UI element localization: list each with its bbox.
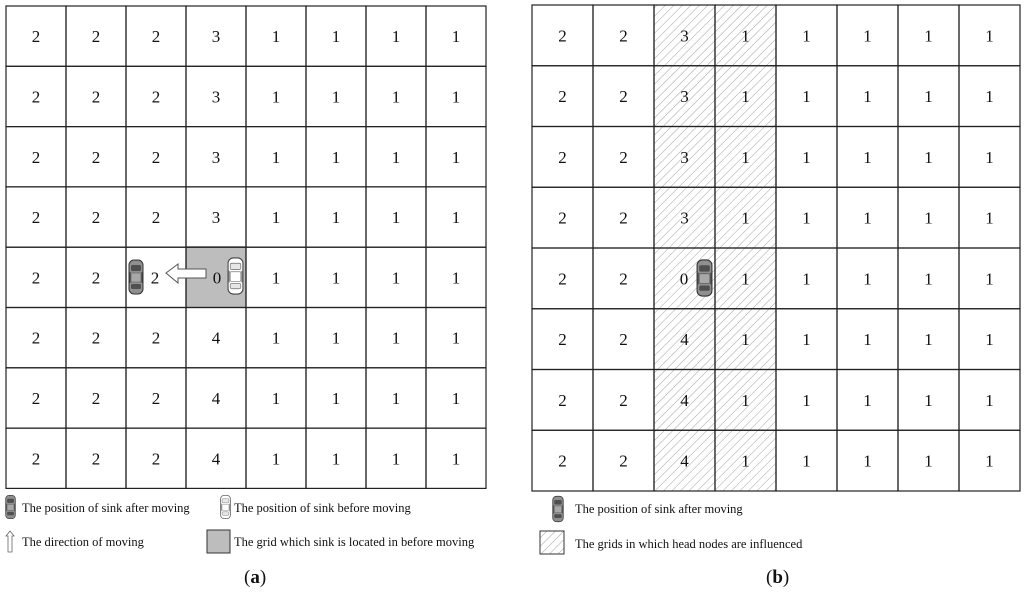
cell-value: 1 bbox=[741, 390, 750, 410]
legend-sink-after: The position of sink after moving bbox=[22, 501, 190, 515]
cell-value: 1 bbox=[391, 208, 401, 228]
cell-value: 2 bbox=[150, 268, 160, 288]
cell-value: 1 bbox=[741, 269, 750, 289]
cell-value: 3 bbox=[211, 27, 221, 47]
cell-value: 1 bbox=[451, 268, 461, 288]
cell-value: 1 bbox=[924, 87, 933, 107]
cell-value: 1 bbox=[331, 268, 341, 288]
cell-value: 1 bbox=[391, 268, 401, 288]
cell-value: 2 bbox=[151, 328, 161, 348]
car-dark-icon bbox=[129, 260, 143, 294]
hatched-square-icon bbox=[540, 531, 564, 554]
legend-sink-after-b: The position of sink after moving bbox=[575, 502, 743, 516]
cell-value: 2 bbox=[31, 27, 41, 47]
panel-a bbox=[6, 6, 486, 588]
cell-value: 1 bbox=[271, 449, 281, 469]
cell-value: 2 bbox=[91, 388, 101, 408]
cell-value: 1 bbox=[741, 26, 750, 46]
cell-value: 1 bbox=[985, 451, 994, 471]
cell-value: 1 bbox=[802, 330, 811, 350]
cell-value: 2 bbox=[31, 388, 41, 408]
cell-value: 1 bbox=[802, 451, 811, 471]
cell-value: 1 bbox=[924, 147, 933, 167]
cell-value: 4 bbox=[680, 390, 689, 410]
cell-value: 2 bbox=[31, 87, 41, 107]
cell-value: 1 bbox=[924, 26, 933, 46]
cell-value: 2 bbox=[91, 147, 101, 167]
cell-value: 1 bbox=[985, 87, 994, 107]
cell-value: 1 bbox=[331, 87, 341, 107]
cell-value: 1 bbox=[924, 208, 933, 228]
cell-value: 1 bbox=[391, 147, 401, 167]
cell-value: 2 bbox=[619, 87, 628, 107]
cell-value: 1 bbox=[331, 147, 341, 167]
cell-value: 1 bbox=[331, 208, 341, 228]
cell-value: 1 bbox=[924, 269, 933, 289]
cell-value: 1 bbox=[741, 451, 750, 471]
car-light-icon bbox=[221, 495, 231, 518]
cell-value: 3 bbox=[211, 208, 221, 228]
cell-value: 3 bbox=[680, 87, 689, 107]
panel-a-grid bbox=[6, 6, 486, 488]
cell-value: 3 bbox=[680, 208, 689, 228]
legend-direction: The direction of moving bbox=[22, 535, 144, 549]
caption-a: (a) bbox=[244, 567, 267, 588]
cell-value: 1 bbox=[331, 328, 341, 348]
cell-value: 3 bbox=[211, 147, 221, 167]
cell-value: 1 bbox=[985, 26, 994, 46]
cell-value: 1 bbox=[391, 328, 401, 348]
cell-value: 1 bbox=[863, 208, 872, 228]
cell-value: 1 bbox=[741, 87, 750, 107]
cell-value: 2 bbox=[619, 147, 628, 167]
arrow-up-icon bbox=[6, 531, 14, 552]
cell-value: 1 bbox=[863, 269, 872, 289]
cell-value: 1 bbox=[331, 27, 341, 47]
cell-value: 2 bbox=[151, 27, 161, 47]
cell-value: 1 bbox=[863, 390, 872, 410]
cell-value: 1 bbox=[863, 147, 872, 167]
cell-value: 2 bbox=[91, 208, 101, 228]
cell-value: 1 bbox=[863, 330, 872, 350]
cell-value: 4 bbox=[211, 388, 221, 408]
legend-grid-before: The grid which sink is located in before moving bbox=[234, 535, 475, 549]
cell-value: 2 bbox=[91, 27, 101, 47]
cell-value: 1 bbox=[331, 449, 341, 469]
cell-value: 2 bbox=[619, 269, 628, 289]
panel-b-grid bbox=[532, 5, 1020, 491]
cell-value: 4 bbox=[680, 451, 689, 471]
cell-value: 4 bbox=[211, 449, 221, 469]
cell-value: 1 bbox=[451, 388, 461, 408]
caption-b: (b) bbox=[766, 567, 790, 588]
cell-value: 1 bbox=[271, 268, 281, 288]
cell-value: 3 bbox=[211, 87, 221, 107]
cell-value: 4 bbox=[211, 328, 221, 348]
cell-value: 1 bbox=[391, 449, 401, 469]
car-light-icon bbox=[228, 258, 243, 294]
cell-value: 1 bbox=[271, 328, 281, 348]
cell-value: 2 bbox=[31, 147, 41, 167]
cell-value: 2 bbox=[151, 147, 161, 167]
cell-value: 1 bbox=[985, 269, 994, 289]
cell-value: 2 bbox=[558, 208, 567, 228]
cell-value: 2 bbox=[558, 147, 567, 167]
cell-value: 1 bbox=[271, 388, 281, 408]
panel-b bbox=[532, 5, 1020, 588]
cell-value: 1 bbox=[863, 87, 872, 107]
cell-value: 1 bbox=[391, 87, 401, 107]
cell-value: 1 bbox=[741, 330, 750, 350]
cell-value: 1 bbox=[802, 208, 811, 228]
cell-value: 2 bbox=[558, 26, 567, 46]
cell-value: 1 bbox=[451, 147, 461, 167]
cell-value: 1 bbox=[741, 147, 750, 167]
cell-value: 1 bbox=[741, 208, 750, 228]
cell-value: 2 bbox=[31, 208, 41, 228]
cell-value: 2 bbox=[619, 451, 628, 471]
legend-influenced: The grids in which head nodes are influenced bbox=[575, 537, 803, 551]
cell-value: 0 bbox=[679, 269, 689, 289]
cell-value: 1 bbox=[271, 87, 281, 107]
cell-value: 1 bbox=[802, 147, 811, 167]
cell-value: 2 bbox=[31, 328, 41, 348]
cell-value: 1 bbox=[985, 330, 994, 350]
cell-value: 2 bbox=[619, 330, 628, 350]
cell-value: 1 bbox=[985, 208, 994, 228]
cell-value: 4 bbox=[680, 330, 689, 350]
cell-value: 2 bbox=[619, 208, 628, 228]
cell-value: 1 bbox=[924, 451, 933, 471]
cell-value: 1 bbox=[802, 390, 811, 410]
cell-value: 2 bbox=[558, 87, 567, 107]
cell-value: 1 bbox=[863, 451, 872, 471]
cell-value: 1 bbox=[391, 27, 401, 47]
cell-value: 2 bbox=[151, 87, 161, 107]
car-dark-icon bbox=[697, 260, 712, 296]
cell-value: 1 bbox=[863, 26, 872, 46]
shaded-square-icon bbox=[207, 530, 230, 553]
car-dark-icon bbox=[6, 495, 16, 518]
cell-value: 2 bbox=[31, 449, 41, 469]
cell-value: 1 bbox=[802, 26, 811, 46]
cell-value: 1 bbox=[451, 87, 461, 107]
cell-value: 2 bbox=[151, 388, 161, 408]
cell-value: 1 bbox=[271, 147, 281, 167]
cell-value: 1 bbox=[271, 208, 281, 228]
cell-value: 2 bbox=[558, 451, 567, 471]
legend-sink-before: The position of sink before moving bbox=[234, 501, 411, 515]
cell-value: 1 bbox=[331, 388, 341, 408]
cell-value: 0 bbox=[212, 268, 222, 288]
cell-value: 1 bbox=[271, 27, 281, 47]
cell-value: 1 bbox=[391, 388, 401, 408]
cell-value: 2 bbox=[91, 87, 101, 107]
cell-value: 3 bbox=[680, 26, 689, 46]
cell-value: 2 bbox=[558, 269, 567, 289]
cell-value: 2 bbox=[151, 449, 161, 469]
cell-value: 1 bbox=[802, 269, 811, 289]
cell-value: 1 bbox=[924, 390, 933, 410]
cell-value: 2 bbox=[619, 26, 628, 46]
cell-value: 2 bbox=[91, 328, 101, 348]
car-dark-icon bbox=[553, 496, 564, 522]
cell-value: 2 bbox=[151, 208, 161, 228]
cell-value: 1 bbox=[924, 330, 933, 350]
cell-value: 2 bbox=[91, 268, 101, 288]
cell-value: 1 bbox=[985, 147, 994, 167]
cell-value: 1 bbox=[451, 27, 461, 47]
cell-value: 1 bbox=[985, 390, 994, 410]
cell-value: 1 bbox=[451, 328, 461, 348]
cell-value: 1 bbox=[802, 87, 811, 107]
cell-value: 2 bbox=[558, 330, 567, 350]
cell-value: 1 bbox=[451, 449, 461, 469]
cell-value: 1 bbox=[451, 208, 461, 228]
cell-value: 2 bbox=[558, 390, 567, 410]
cell-value: 3 bbox=[680, 147, 689, 167]
cell-value: 2 bbox=[619, 390, 628, 410]
cell-value: 2 bbox=[91, 449, 101, 469]
cell-value: 2 bbox=[31, 268, 41, 288]
